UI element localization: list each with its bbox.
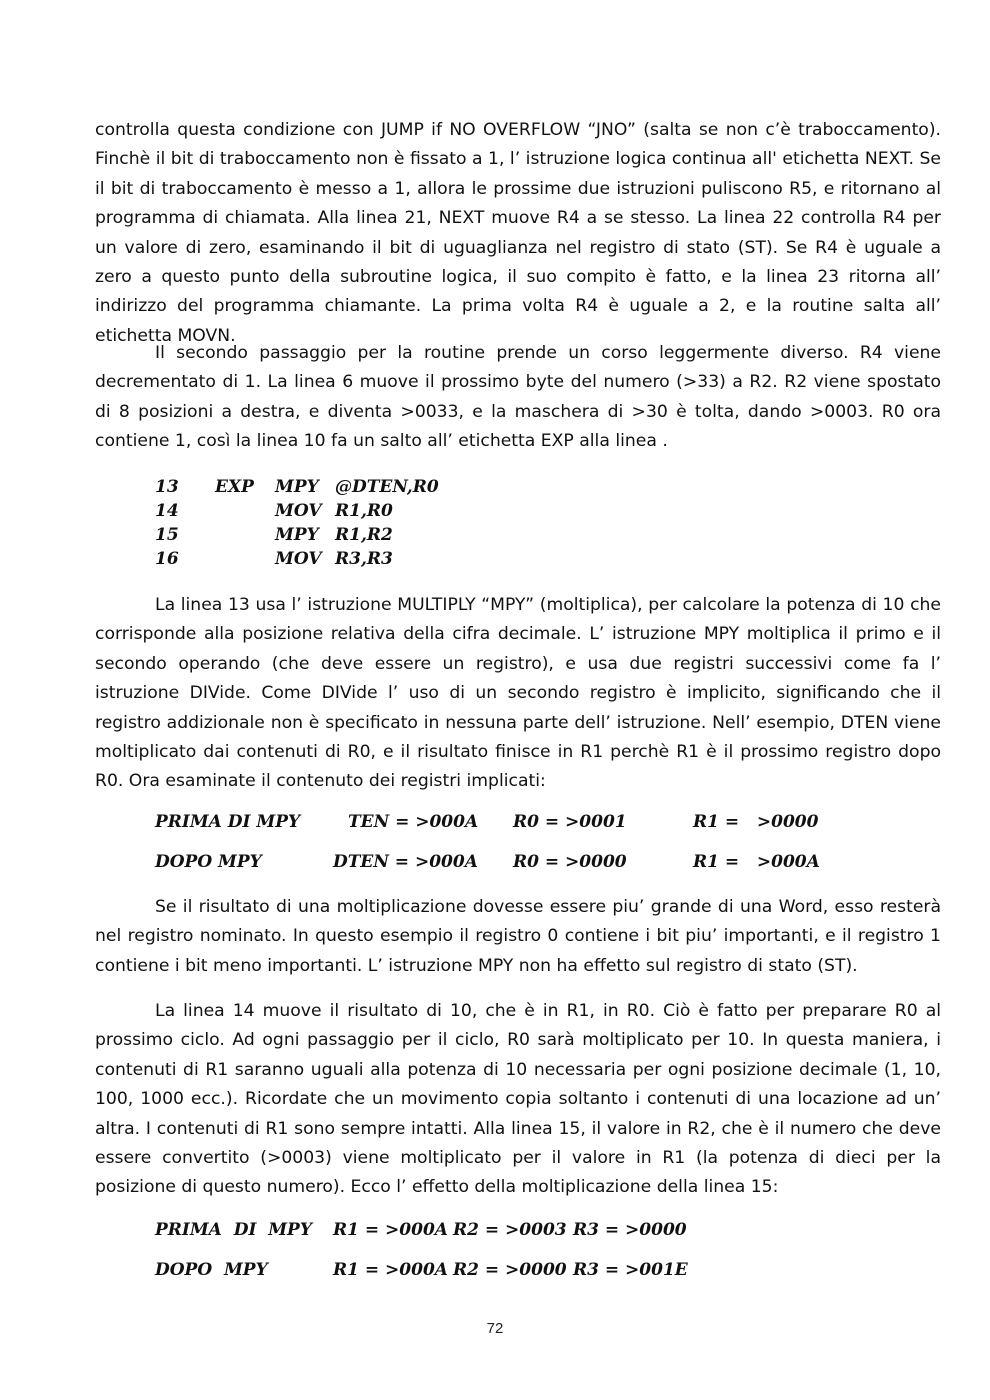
register-value: R1 = >000A <box>693 852 820 872</box>
code-line-number: 15 <box>155 525 179 545</box>
code-label: EXP <box>215 477 254 497</box>
code-opcode: MPY <box>275 525 319 545</box>
code-line-number: 14 <box>155 501 179 521</box>
register-row-label: PRIMA DI MPY <box>155 812 301 832</box>
code-listing <box>155 475 555 575</box>
register-table-2 <box>155 1218 855 1282</box>
register-row <box>155 1258 855 1282</box>
register-table-1 <box>155 810 855 874</box>
code-opcode: MOV <box>275 501 322 521</box>
paragraph-2: Il secondo passaggio per la routine prende un corso leggermente diverso. R4 viene decrementato di 1. La linea 6 muove il prossimo byte del numero (>33) a R2. R2 viene spostato di 8 posizioni a destra, e diventa >0033, e la maschera di >30 è tolta, dando >0003. R0 ora contiene 1, così la linea 10 fa un salto all’ etichetta EXP alla linea . <box>95 343 941 452</box>
paragraph-5: La linea 14 muove il risultato di 10, che è in R1, in R0. Ciò è fatto per preparare R0 al prossimo ciclo. Ad ogni passaggio per il ciclo, R0 sarà moltiplicato per 10. In questa maniera, i contenuti di R1 saranno uguali alla potenza di 10 necessaria per ogni posizione decimale (1, 10, 100, 1000 ecc.). Ricordate che un movimento copia soltanto i contenuti di una locazione ad un’ altra. I contenuti di R1 sono sempre intatti. Alla linea 15, il valore in R2, che è il numero che deve essere convertito (>0003) viene moltiplicato per il valore in R1 (la potenza di dieci per la posizione di questo numero). Ecco l’ effetto della moltiplicazione della linea 15: <box>95 1001 941 1198</box>
code-line <box>155 523 555 547</box>
paragraph-3: La linea 13 usa l’ istruzione MULTIPLY “MPY” (moltiplica), per calcolare la potenza di 10 che corrisponde alla posizione relativa della cifra decimale. L’ istruzione MPY moltiplica il primo e il secondo operando (che deve essere un registro), e usa due registri successivi come fa l’ istruzione DIVide. Come DIVide l’ uso di un secondo registro è implicito, significando che il registro addizionale non è specificato in nessuna parte dell’ istruzione. Nell’ esempio, DTEN viene moltiplicato dai contenuti di R0, e il risultato finisce in R1 perchè R1 è il prossimo registro dopo R0. Ora esaminate il contenuto dei registri implicati: <box>95 595 941 792</box>
code-operands: R1,R2 <box>335 525 393 545</box>
code-line <box>155 475 555 499</box>
register-value: DTEN = >000A <box>333 852 478 872</box>
register-value: R3 = >0000 <box>573 1220 687 1240</box>
code-line <box>155 547 555 571</box>
register-value: R1 = >000A <box>333 1260 448 1280</box>
register-value: R1 = >000A <box>333 1220 448 1240</box>
register-value: R2 = >0003 <box>453 1220 567 1240</box>
page-number: 72 <box>486 1320 504 1337</box>
register-value: R3 = >001E <box>573 1260 688 1280</box>
register-value: TEN = >000A <box>348 812 479 832</box>
code-operands: R1,R0 <box>335 501 393 521</box>
code-opcode: MPY <box>275 477 319 497</box>
register-row <box>155 1218 855 1242</box>
register-row-label: DOPO MPY <box>155 1260 268 1280</box>
register-row <box>155 850 855 874</box>
paragraph-1: controlla questa condizione con JUMP if NO OVERFLOW “JNO” (salta se non c’è traboccamento). Finchè il bit di traboccamento non è fissato a 1, l’ istruzione logica continua all' etichetta NEXT. Se il bit di traboccamento è messo a 1, allora le prossime due istruzioni puliscono R5, e ritornano al programma di chiamata. Alla linea 21, NEXT muove R4 a se stesso. La linea 22 controlla R4 per un valore di zero, esaminando il bit di uguaglianza nel registro di stato (ST). Se R4 è uguale a zero a questo punto della subroutine logica, il suo compito è fatto, e la linea 23 ritorna all’ indirizzo del programma chiamante. La prima volta R4 è uguale a 2, e la routine salta all’ etichetta MOVN. <box>95 120 941 346</box>
register-value: R0 = >0001 <box>513 812 627 832</box>
code-operands: @DTEN,R0 <box>335 477 439 497</box>
code-line <box>155 499 555 523</box>
code-operands: R3,R3 <box>335 549 393 569</box>
register-row <box>155 810 855 834</box>
register-value: R2 = >0000 <box>453 1260 567 1280</box>
register-row-label: PRIMA DI MPY <box>155 1220 312 1240</box>
register-value: R1 = >0000 <box>693 812 819 832</box>
code-line-number: 13 <box>155 477 179 497</box>
paragraph-4: Se il risultato di una moltiplicazione dovesse essere piu’ grande di una Word, esso resterà nel registro nominato. In questo esempio il registro 0 contiene i bit piu’ importanti, e il registro 1 contiene i bit meno importanti. L’ istruzione MPY non ha effetto sul registro di stato (ST). <box>95 897 941 976</box>
register-row-label: DOPO MPY <box>155 852 262 872</box>
register-value: R0 = >0000 <box>513 852 627 872</box>
code-line-number: 16 <box>155 549 179 569</box>
code-opcode: MOV <box>275 549 322 569</box>
